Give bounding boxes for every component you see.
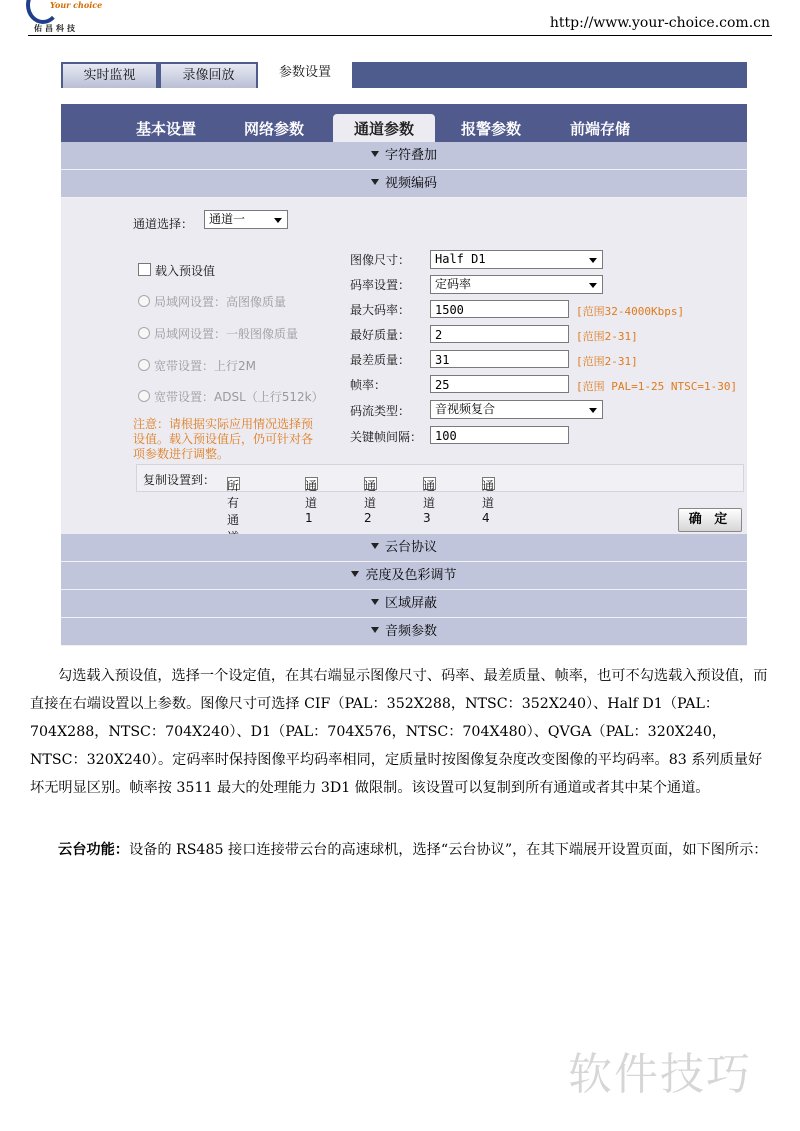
preset-lan-high[interactable] bbox=[138, 293, 286, 310]
settings-panel bbox=[61, 104, 747, 646]
note-line: 注意：请根据实际应用情况选择预 bbox=[133, 417, 314, 431]
max-bitrate-input[interactable]: 1500 bbox=[430, 300, 569, 318]
stream-type-label: 码流类型： bbox=[350, 404, 411, 418]
max-bitrate-range: [范围32-4000Kbps] bbox=[576, 305, 685, 318]
image-size-label: 图像尺寸： bbox=[350, 253, 411, 267]
header-url: http://www.your-choice.com.cn bbox=[549, 15, 770, 31]
best-quality-range: [范围2-31] bbox=[576, 330, 638, 343]
radio-icon[interactable] bbox=[138, 327, 150, 339]
section-privacy-mask[interactable] bbox=[61, 590, 747, 618]
main-tab-bar bbox=[61, 62, 747, 88]
tab-playback[interactable]: 录像回放 bbox=[161, 64, 256, 88]
confirm-button[interactable]: 确 定 bbox=[678, 508, 742, 532]
tab-channel-params[interactable]: 通道参数 bbox=[333, 114, 435, 142]
description-paragraph: 勾选载入预设值，选择一个设定值，在其右端显示图像尺寸、码率、最差质量、帧率，也可不勾选载入预设值，而直接在右端设置以上参数。图像尺寸可选择 CIF（PAL：352X288，NTSC：352X240）、Half D1（PAL：704X288，NTSC：704X240）、D1（PAL：704X576，NTSC：704X480）、QVGA（PAL：320X240，NTSC：320X240）。定码率时保持图像平均码率相同，定质量时按图像复杂度改变图像的平均码率。83 系列质量好坏无明显区别。帧率按 3511 最大的处理能力 3D1 做限制。该设置可以复制到所有通道或者其中某个通道。 bbox=[30, 668, 768, 796]
preset-adsl[interactable] bbox=[138, 388, 324, 405]
section-label: 视频编码 bbox=[384, 176, 437, 191]
copy-option-label: 通道3 bbox=[423, 479, 436, 525]
radio-icon[interactable] bbox=[138, 359, 150, 371]
copy-settings-label: 复制设置到： bbox=[143, 473, 216, 487]
preset-broadband-2m[interactable] bbox=[138, 357, 256, 374]
preset-label: 宽带设置：上行2M bbox=[154, 359, 256, 373]
image-size-value: Half D1 bbox=[435, 252, 486, 266]
copy-option-label: 通道1 bbox=[305, 479, 318, 525]
bitrate-mode-select[interactable] bbox=[430, 275, 603, 294]
tab-alarm-params[interactable]: 报警参数 bbox=[460, 120, 521, 138]
page-header bbox=[0, 0, 800, 40]
copy-option-label: 通道4 bbox=[482, 479, 495, 525]
section-brightness-color[interactable] bbox=[61, 562, 747, 590]
preset-note bbox=[133, 417, 313, 462]
worst-quality-label: 最差质量： bbox=[350, 353, 411, 367]
section-ptz-protocol[interactable] bbox=[61, 534, 747, 562]
tab-basic-settings[interactable]: 基本设置 bbox=[135, 120, 196, 138]
section-label: 云台协议 bbox=[384, 540, 437, 555]
section-label: 区域屏蔽 bbox=[384, 596, 437, 611]
worst-quality-input[interactable]: 31 bbox=[430, 350, 569, 368]
copy-option-label: 通道2 bbox=[364, 479, 377, 525]
keyframe-interval-input[interactable]: 100 bbox=[430, 426, 569, 444]
expand-arrow-icon bbox=[351, 571, 359, 577]
section-audio-params[interactable] bbox=[61, 618, 747, 646]
expand-arrow-icon bbox=[371, 179, 379, 185]
frame-rate-input[interactable]: 25 bbox=[430, 375, 569, 393]
chevron-down-icon bbox=[274, 218, 282, 223]
best-quality-input[interactable]: 2 bbox=[430, 325, 569, 343]
section-label: 音频参数 bbox=[384, 624, 437, 639]
channel-select-label: 通道选择： bbox=[133, 217, 194, 231]
note-line: 设值。载入预设值后，仍可针对各 bbox=[133, 432, 314, 446]
max-bitrate-label: 最大码率： bbox=[350, 303, 411, 317]
expand-arrow-icon bbox=[371, 627, 379, 633]
ptz-paragraph bbox=[30, 836, 770, 864]
preset-label: 局域网设置：高图像质量 bbox=[154, 295, 287, 309]
note-line: 项参数进行调整。 bbox=[133, 447, 230, 461]
preset-label: 局域网设置：一般图像质量 bbox=[154, 327, 299, 341]
radio-icon[interactable] bbox=[138, 295, 150, 307]
section-video-encoding[interactable] bbox=[61, 170, 747, 198]
settings-subnav bbox=[61, 104, 747, 142]
load-preset-checkbox[interactable] bbox=[138, 263, 151, 276]
best-quality-label: 最好质量： bbox=[350, 328, 411, 342]
stream-type-value: 音视频复合 bbox=[435, 402, 496, 416]
preset-lan-normal[interactable] bbox=[138, 325, 298, 342]
tab-network-params[interactable]: 网络参数 bbox=[243, 120, 304, 138]
ptz-text: 设备的 RS485 接口连接带云台的高速球机，选择“云台协议”，在其下端展开设置页面，如下图所示： bbox=[128, 842, 768, 858]
bitrate-mode-label: 码率设置： bbox=[350, 278, 411, 292]
channel-select-value: 通道一 bbox=[209, 212, 246, 226]
logo-tagline: Your choice bbox=[50, 0, 103, 10]
channel-select[interactable] bbox=[204, 210, 288, 229]
section-label: 亮度及色彩调节 bbox=[365, 568, 457, 583]
expand-arrow-icon bbox=[371, 599, 379, 605]
copy-option-label: 所有通 bbox=[227, 479, 240, 527]
bitrate-mode-value: 定码率 bbox=[435, 277, 472, 291]
tab-frontend-storage[interactable]: 前端存储 bbox=[569, 120, 630, 138]
chevron-down-icon bbox=[589, 408, 597, 413]
load-preset-label: 载入预设值 bbox=[155, 264, 216, 278]
expand-arrow-icon bbox=[371, 543, 379, 549]
worst-quality-range: [范围2-31] bbox=[576, 355, 638, 368]
chevron-down-icon bbox=[589, 283, 597, 288]
preset-label: 宽带设置：ADSL（上行512k） bbox=[154, 390, 324, 404]
section-osd-overlay[interactable] bbox=[61, 142, 747, 170]
keyframe-interval-label: 关键帧间隔： bbox=[350, 430, 423, 444]
frame-rate-range: [范围 PAL=1-25 NTSC=1-30] bbox=[576, 380, 738, 393]
frame-rate-label: 帧率： bbox=[350, 378, 387, 392]
tab-parameter-settings[interactable]: 参数设置 bbox=[258, 60, 352, 88]
image-size-select[interactable] bbox=[430, 250, 603, 269]
header-rule bbox=[28, 35, 772, 36]
ptz-heading: 云台功能： bbox=[58, 842, 129, 858]
expand-arrow-icon bbox=[371, 151, 379, 157]
company-name: 佑昌科技 bbox=[34, 24, 78, 33]
section-label: 字符叠加 bbox=[384, 148, 437, 163]
stream-type-select[interactable] bbox=[430, 400, 603, 419]
load-preset-option[interactable] bbox=[138, 262, 215, 279]
radio-icon[interactable] bbox=[138, 390, 150, 402]
watermark: 软件技巧 bbox=[568, 1049, 752, 1100]
tab-live-view[interactable]: 实时监视 bbox=[63, 64, 156, 88]
chevron-down-icon bbox=[589, 258, 597, 263]
